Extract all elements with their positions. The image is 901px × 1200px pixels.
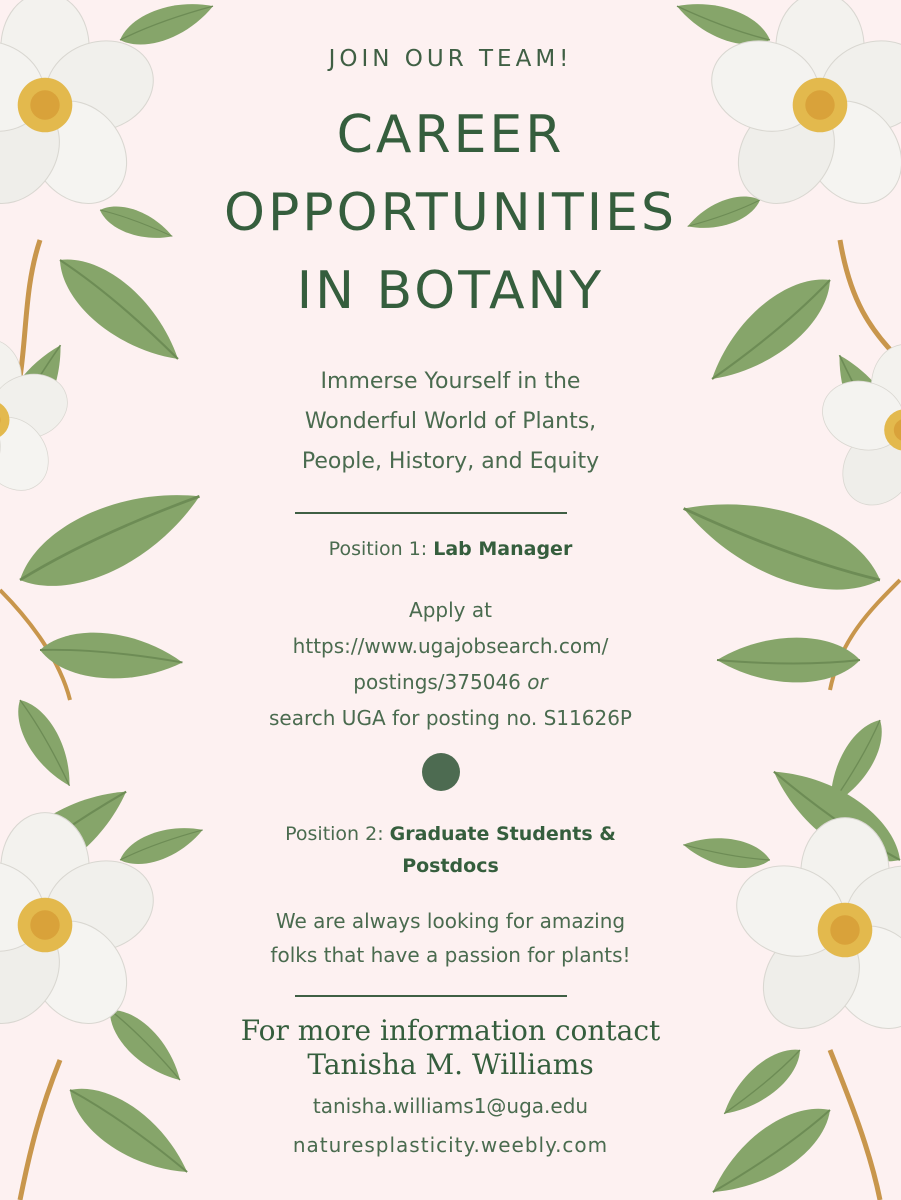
title-line-2: OPPORTUNITIES [224,183,677,243]
contact-website-link[interactable]: naturesplasticity.weebly.com [292,1133,609,1157]
position-1-role: Lab Manager [433,538,573,560]
looking-line-1: We are always looking for amazing [275,909,626,933]
apply-line-4: search UGA for posting no. S11626P [269,706,632,730]
contact-heading [160,1014,741,1082]
contact-name: Tanisha M. Williams [307,1048,594,1081]
looking-text [180,904,721,972]
position-2-role-line-2: Postdocs [402,855,499,877]
looking-line-2: folks that have a passion for plants! [270,943,631,967]
position-2-role-line-1: Graduate Students & [389,823,616,845]
position-1 [180,538,721,560]
subtitle [180,362,721,482]
separator-dot [422,753,460,791]
divider-top [295,512,567,514]
subtitle-line-2: Wonderful World of Plants, [304,409,597,434]
apply-url-path[interactable]: postings/375046 [353,670,521,694]
apply-url-line-2[interactable] [180,664,721,700]
contact-line-1: For more information contact [240,1014,661,1047]
apply-info [180,592,721,736]
title-line-1: CAREER [336,105,565,165]
subtitle-line-1: Immerse Yourself in the [320,369,581,394]
kicker-text: JOIN OUR TEAM! [328,46,573,72]
contact-email-link[interactable]: tanisha.williams1@uga.edu [312,1094,589,1118]
apply-or: or [527,670,548,694]
position-2 [180,818,721,882]
apply-url-line-1[interactable]: https://www.ugajobsearch.com/ [292,634,609,658]
page-title [180,96,721,330]
position-2-prefix: Position 2: [285,823,384,845]
title-line-3: IN BOTANY [296,261,605,321]
apply-line-1: Apply at [409,598,492,622]
divider-bottom [295,995,567,997]
subtitle-line-3: People, History, and Equity [301,449,600,474]
position-1-prefix: Position 1: [328,538,428,560]
